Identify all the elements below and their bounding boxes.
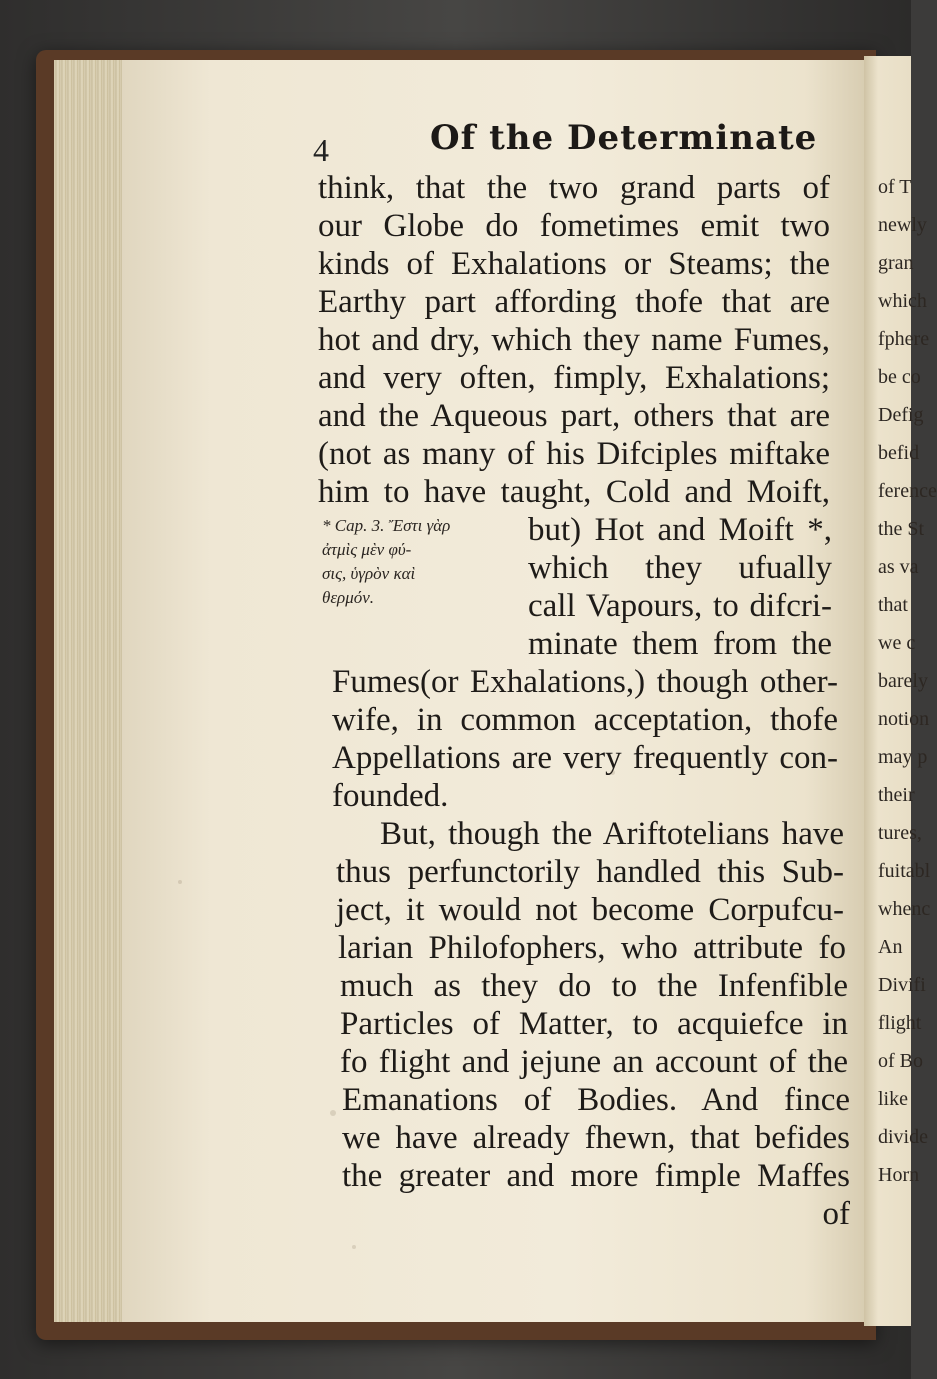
text-line: larian Philofophers, who attribute fo bbox=[338, 930, 846, 966]
running-head: Of the Determinate bbox=[430, 118, 818, 158]
adjacent-page-fragment: like bbox=[878, 1088, 908, 1110]
text-line: Particles of Matter, to acquiefce in bbox=[340, 1006, 848, 1042]
text-line: Emanations of Bodies. And fince bbox=[342, 1082, 850, 1118]
text-line: but) Hot and Moift *, bbox=[528, 512, 832, 548]
adjacent-page-fragment: their bbox=[878, 784, 915, 806]
adjacent-page-fragment: that bbox=[878, 594, 908, 616]
text-line: Earthy part affording thofe that are bbox=[318, 284, 830, 320]
side-note-line: ἀτμὶς μὲν φύ- bbox=[322, 540, 412, 559]
adjacent-page-fragment: as va bbox=[878, 556, 919, 578]
adjacent-page-fragment: newly bbox=[878, 214, 927, 236]
text-line: and the Aqueous part, others that are bbox=[318, 398, 830, 434]
adjacent-page-fragment: fphere bbox=[878, 328, 930, 350]
text-line: ject, it would not become Corpufcu- bbox=[336, 892, 844, 928]
adjacent-page-fragment: whenc bbox=[878, 898, 931, 920]
adjacent-page-fragment: Divifi bbox=[878, 974, 926, 996]
paper-spot bbox=[178, 880, 182, 884]
page-number: 4 bbox=[313, 132, 329, 168]
adjacent-page-fragment: gran bbox=[878, 252, 914, 274]
paper-spot bbox=[352, 1245, 356, 1249]
paper-spot bbox=[610, 770, 615, 775]
text-line: we have already fhewn, that befides bbox=[342, 1120, 850, 1156]
text-line: Appellations are very frequently con- bbox=[332, 740, 838, 776]
adjacent-page-fragment: notion bbox=[878, 708, 930, 730]
adjacent-page-fragment: befid bbox=[878, 442, 920, 464]
catchword: of bbox=[822, 1196, 850, 1232]
text-line: the greater and more fimple Maffes bbox=[342, 1158, 850, 1194]
adjacent-page-fragment: Horn bbox=[878, 1164, 920, 1186]
adjacent-page-fragment: flight bbox=[878, 1012, 922, 1034]
text-line: kinds of Exhalations or Steams; the bbox=[318, 246, 830, 282]
text-line: and very often, fimply, Exhalations; bbox=[318, 360, 830, 396]
adjacent-page-fragment: tures, bbox=[878, 822, 922, 844]
text-line: thus perfunctorily handled this Sub- bbox=[336, 854, 844, 890]
page-edges bbox=[54, 60, 124, 1322]
adjacent-page-fragment: divide bbox=[878, 1126, 928, 1148]
text-line: call Vapours, to difcri- bbox=[528, 588, 832, 624]
side-note-line: σις, ὑγρὸν καὶ bbox=[322, 564, 416, 583]
text-line: fo flight and jejune an account of the bbox=[340, 1044, 848, 1080]
text-line: think, that the two grand parts of bbox=[318, 170, 830, 206]
adjacent-page-fragment: we c bbox=[878, 632, 916, 654]
adjacent-page-fragment: be co bbox=[878, 366, 921, 388]
text-line: him to have taught, Cold and Moift, bbox=[318, 474, 830, 510]
paper-spot bbox=[330, 1110, 336, 1116]
text-line: Fumes(or Exhalations,) though other- bbox=[332, 664, 838, 700]
adjacent-page-fragment: may p bbox=[878, 746, 928, 768]
adjacent-page-fragment: fuitabl bbox=[878, 860, 931, 882]
adjacent-page-fragment: Defig bbox=[878, 404, 924, 426]
text-line: (not as many of his Difciples miftake bbox=[318, 436, 830, 472]
text-line: wife, in common acceptation, thofe bbox=[332, 702, 838, 738]
text-line: our Globe do fometimes emit two bbox=[318, 208, 830, 244]
text-line: But, though the Ariftotelians have bbox=[380, 816, 844, 852]
adjacent-page-fragment: of Bo bbox=[878, 1050, 923, 1072]
adjacent-page bbox=[864, 56, 937, 1326]
adjacent-page-fragment: An bbox=[878, 936, 903, 958]
text-line: hot and dry, which they name Fumes, bbox=[318, 322, 830, 358]
text-line: which they ufually bbox=[528, 550, 832, 586]
side-note-line: * Cap. 3. Ἔστι γὰρ bbox=[322, 516, 451, 535]
adjacent-page-fragment: of T bbox=[878, 176, 912, 198]
adjacent-page-fragment: ference bbox=[878, 480, 937, 502]
adjacent-page-fragment: which bbox=[878, 290, 927, 312]
text-line: much as they do to the Infenfible bbox=[340, 968, 848, 1004]
adjacent-page-fragment: barely bbox=[878, 670, 928, 692]
text-line: minate them from the bbox=[528, 626, 832, 662]
text-line: founded. bbox=[332, 778, 449, 814]
side-note-line: θερμόν. bbox=[322, 588, 375, 607]
adjacent-page-fragment: the St bbox=[878, 518, 925, 540]
